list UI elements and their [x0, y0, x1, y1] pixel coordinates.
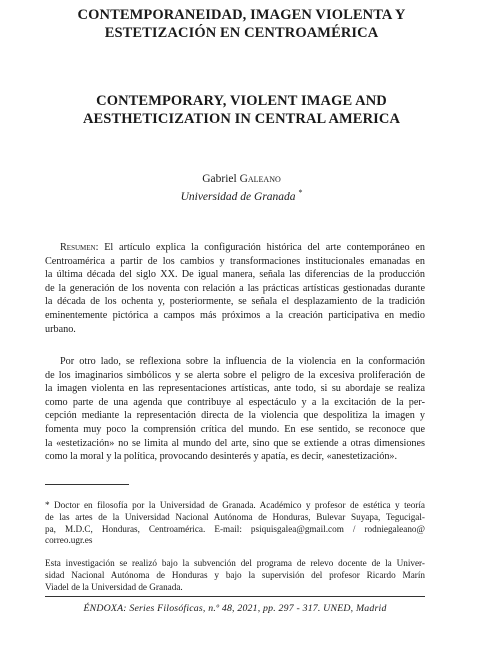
affiliation-name: Universidad de Granada	[180, 190, 296, 203]
abstract-line: eminentemente pictórica a campos más próximos a la creación participativa en medio	[45, 309, 425, 321]
footnote-marker: *	[298, 188, 303, 197]
author-name	[40, 172, 443, 186]
title-spanish-line: ESTETIZACIÓN EN CENTROAMÉRICA	[104, 25, 379, 41]
abstract-line	[45, 241, 425, 255]
paragraph-line: como parte de una agenda que contribuye al espectáculo y a la excitación de la per-	[45, 396, 425, 408]
title-spanish-line: CONTEMPORANEIDAD, IMAGEN VIOLENTA Y	[77, 7, 406, 23]
body-paragraph	[45, 355, 425, 464]
footnote-author	[45, 500, 425, 547]
footnote-divider	[45, 484, 129, 485]
footnote-line: Esta investigación se realizó bajo la subvención del programa de relevo docente de la Univer-	[45, 558, 425, 568]
abstract-line: de la generación de los noventa con relación a las prácticas artísticas gestionadas durante	[45, 282, 425, 294]
footnote-funding	[45, 558, 425, 593]
abstract-label: Resumen:	[60, 242, 99, 253]
footer-divider	[45, 596, 425, 597]
footnote-line: pa, M.D.C, Honduras, Centroamérica. E-mail: psiquisgalea@gmail.com / rodniegaleano@	[45, 523, 425, 534]
title-english-line: AESTHETICIZATION IN CENTRAL AMERICA	[82, 111, 401, 127]
abstract-line: la década de los ochenta y, posteriormente, se señala el desplazamiento de la tradición	[45, 296, 425, 308]
footnote-line: * Doctor en filosofía por la Universidad de Granada. Académico y profesor de estética y teoría	[45, 500, 425, 510]
author-affiliation	[40, 186, 443, 204]
footnote-line: sidad Nacional Autónoma de Honduras y bajo la supervisión del profesor Ricardo Marín	[45, 569, 425, 580]
paragraph-line: Por otro lado, se reflexiona sobre la influencia de la violencia en la conformación	[60, 356, 425, 367]
abstract-line: Centroamérica a partir de los cambios y transformaciones institucionales emanadas en	[45, 255, 425, 267]
paragraph-line: como la moral y la política, provocando desinterés y apatía, es decir, «anestetización».	[45, 451, 398, 463]
paragraph-line: de los imaginarios simbólicos y se alerta sobre el peligro de la excesiva proliferación de	[45, 369, 425, 381]
author-first-name: Gabriel	[202, 173, 237, 185]
journal-citation: ÉNDOXA: Series Filosóficas, n.º 48, 2021, pp. 297 - 317. UNED, Madrid	[83, 603, 387, 614]
footnote-line: de las artes de la Universidad Nacional Autónoma de Honduras, Bulevar Suyapa, Tegucigal-	[45, 511, 425, 522]
paragraph-line: fomenta muy poco la comprensión crítica del mundo. En ese sentido, se reconoce que	[45, 423, 425, 435]
footnote-line: Viadel de la Universidad de Granada.	[45, 581, 183, 592]
title-english	[40, 92, 443, 128]
abstract	[45, 241, 425, 336]
abstract-line-text: El artículo explica la configuración histórica del arte contemporáneo en	[104, 242, 426, 253]
paragraph-line: cepción mediante la representación directa de la violencia que despolitiza la imagen y	[45, 410, 425, 422]
paragraph-line: la «estetización» no se limita al mundo del arte, sino que se extiende a otras dimensiones	[45, 437, 425, 449]
footnote-line: correo.ugr.es	[45, 535, 93, 546]
abstract-line: la última década del siglo XX. De igual manera, señala las diferencias de la producción	[45, 269, 425, 281]
author-last-name: Galeano	[239, 173, 281, 185]
title-spanish	[40, 6, 443, 42]
abstract-line: urbano.	[45, 323, 76, 335]
paragraph-line: la imagen violenta en las representaciones artísticas, ante todo, si su abordaje se realiza	[45, 383, 425, 395]
title-english-line: CONTEMPORARY, VIOLENT IMAGE AND	[96, 93, 387, 109]
